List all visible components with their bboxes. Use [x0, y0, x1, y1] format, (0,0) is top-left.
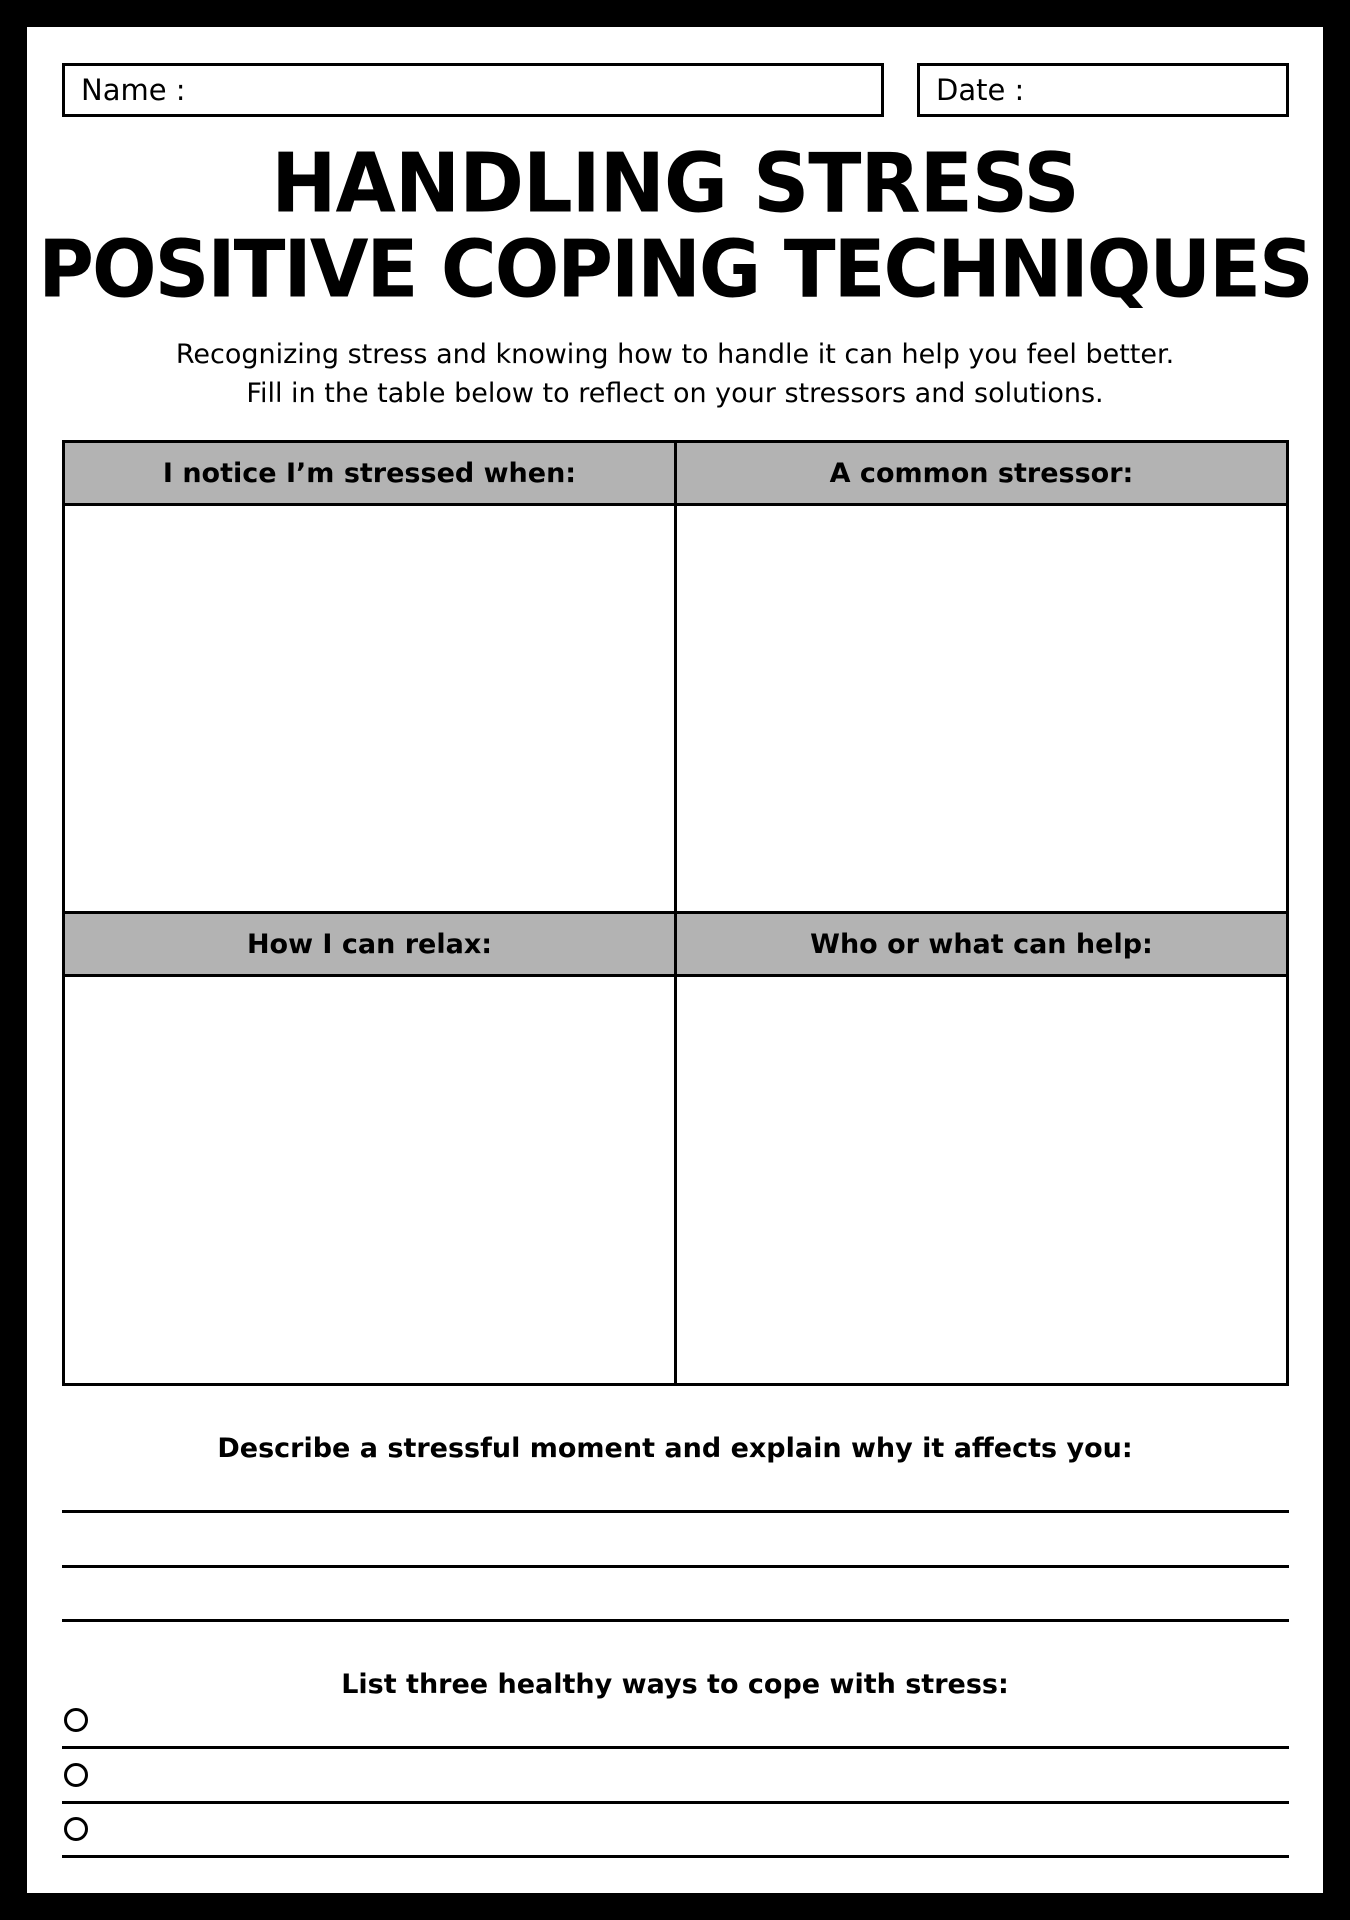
table-header-relax: How I can relax: [65, 914, 674, 974]
bullet-circle-icon [64, 1763, 88, 1787]
bullet-circle-icon [64, 1817, 88, 1841]
title-line-2: POSITIVE COPING TECHNIQUES [38, 221, 1312, 316]
answer-cell-help[interactable] [677, 977, 1286, 1383]
intro-line-2: Fill in the table below to reflect on your stressors and solutions. [246, 378, 1104, 409]
table-header-stressor: A common stressor: [677, 443, 1286, 503]
writing-line[interactable] [62, 1565, 1289, 1568]
title-line-1: HANDLING STRESS [271, 136, 1079, 232]
list-prompt: List three healthy ways to cope with stress: [341, 1669, 1009, 1700]
writing-line[interactable] [62, 1619, 1289, 1622]
intro-line-1: Recognizing stress and knowing how to handle it can help you feel better. [175, 339, 1175, 370]
name-label: Name : [81, 73, 186, 107]
answer-cell-stressor[interactable] [677, 506, 1286, 911]
table-column-divider [674, 443, 677, 1383]
name-field[interactable] [62, 63, 884, 117]
list-line[interactable] [62, 1746, 1289, 1749]
bullet-circle-icon [64, 1708, 88, 1732]
worksheet-page [27, 27, 1323, 1893]
date-field[interactable] [917, 63, 1289, 117]
answer-cell-relax[interactable] [65, 977, 674, 1383]
answer-cell-notice[interactable] [65, 506, 674, 911]
table-header-help: Who or what can help: [677, 914, 1286, 974]
reflection-table [62, 440, 1289, 1386]
table-header-notice: I notice I’m stressed when: [65, 443, 674, 503]
date-label: Date : [936, 73, 1025, 107]
describe-prompt: Describe a stressful moment and explain why it affects you: [217, 1433, 1133, 1464]
list-line[interactable] [62, 1855, 1289, 1858]
list-line[interactable] [62, 1801, 1289, 1804]
writing-line[interactable] [62, 1510, 1289, 1513]
